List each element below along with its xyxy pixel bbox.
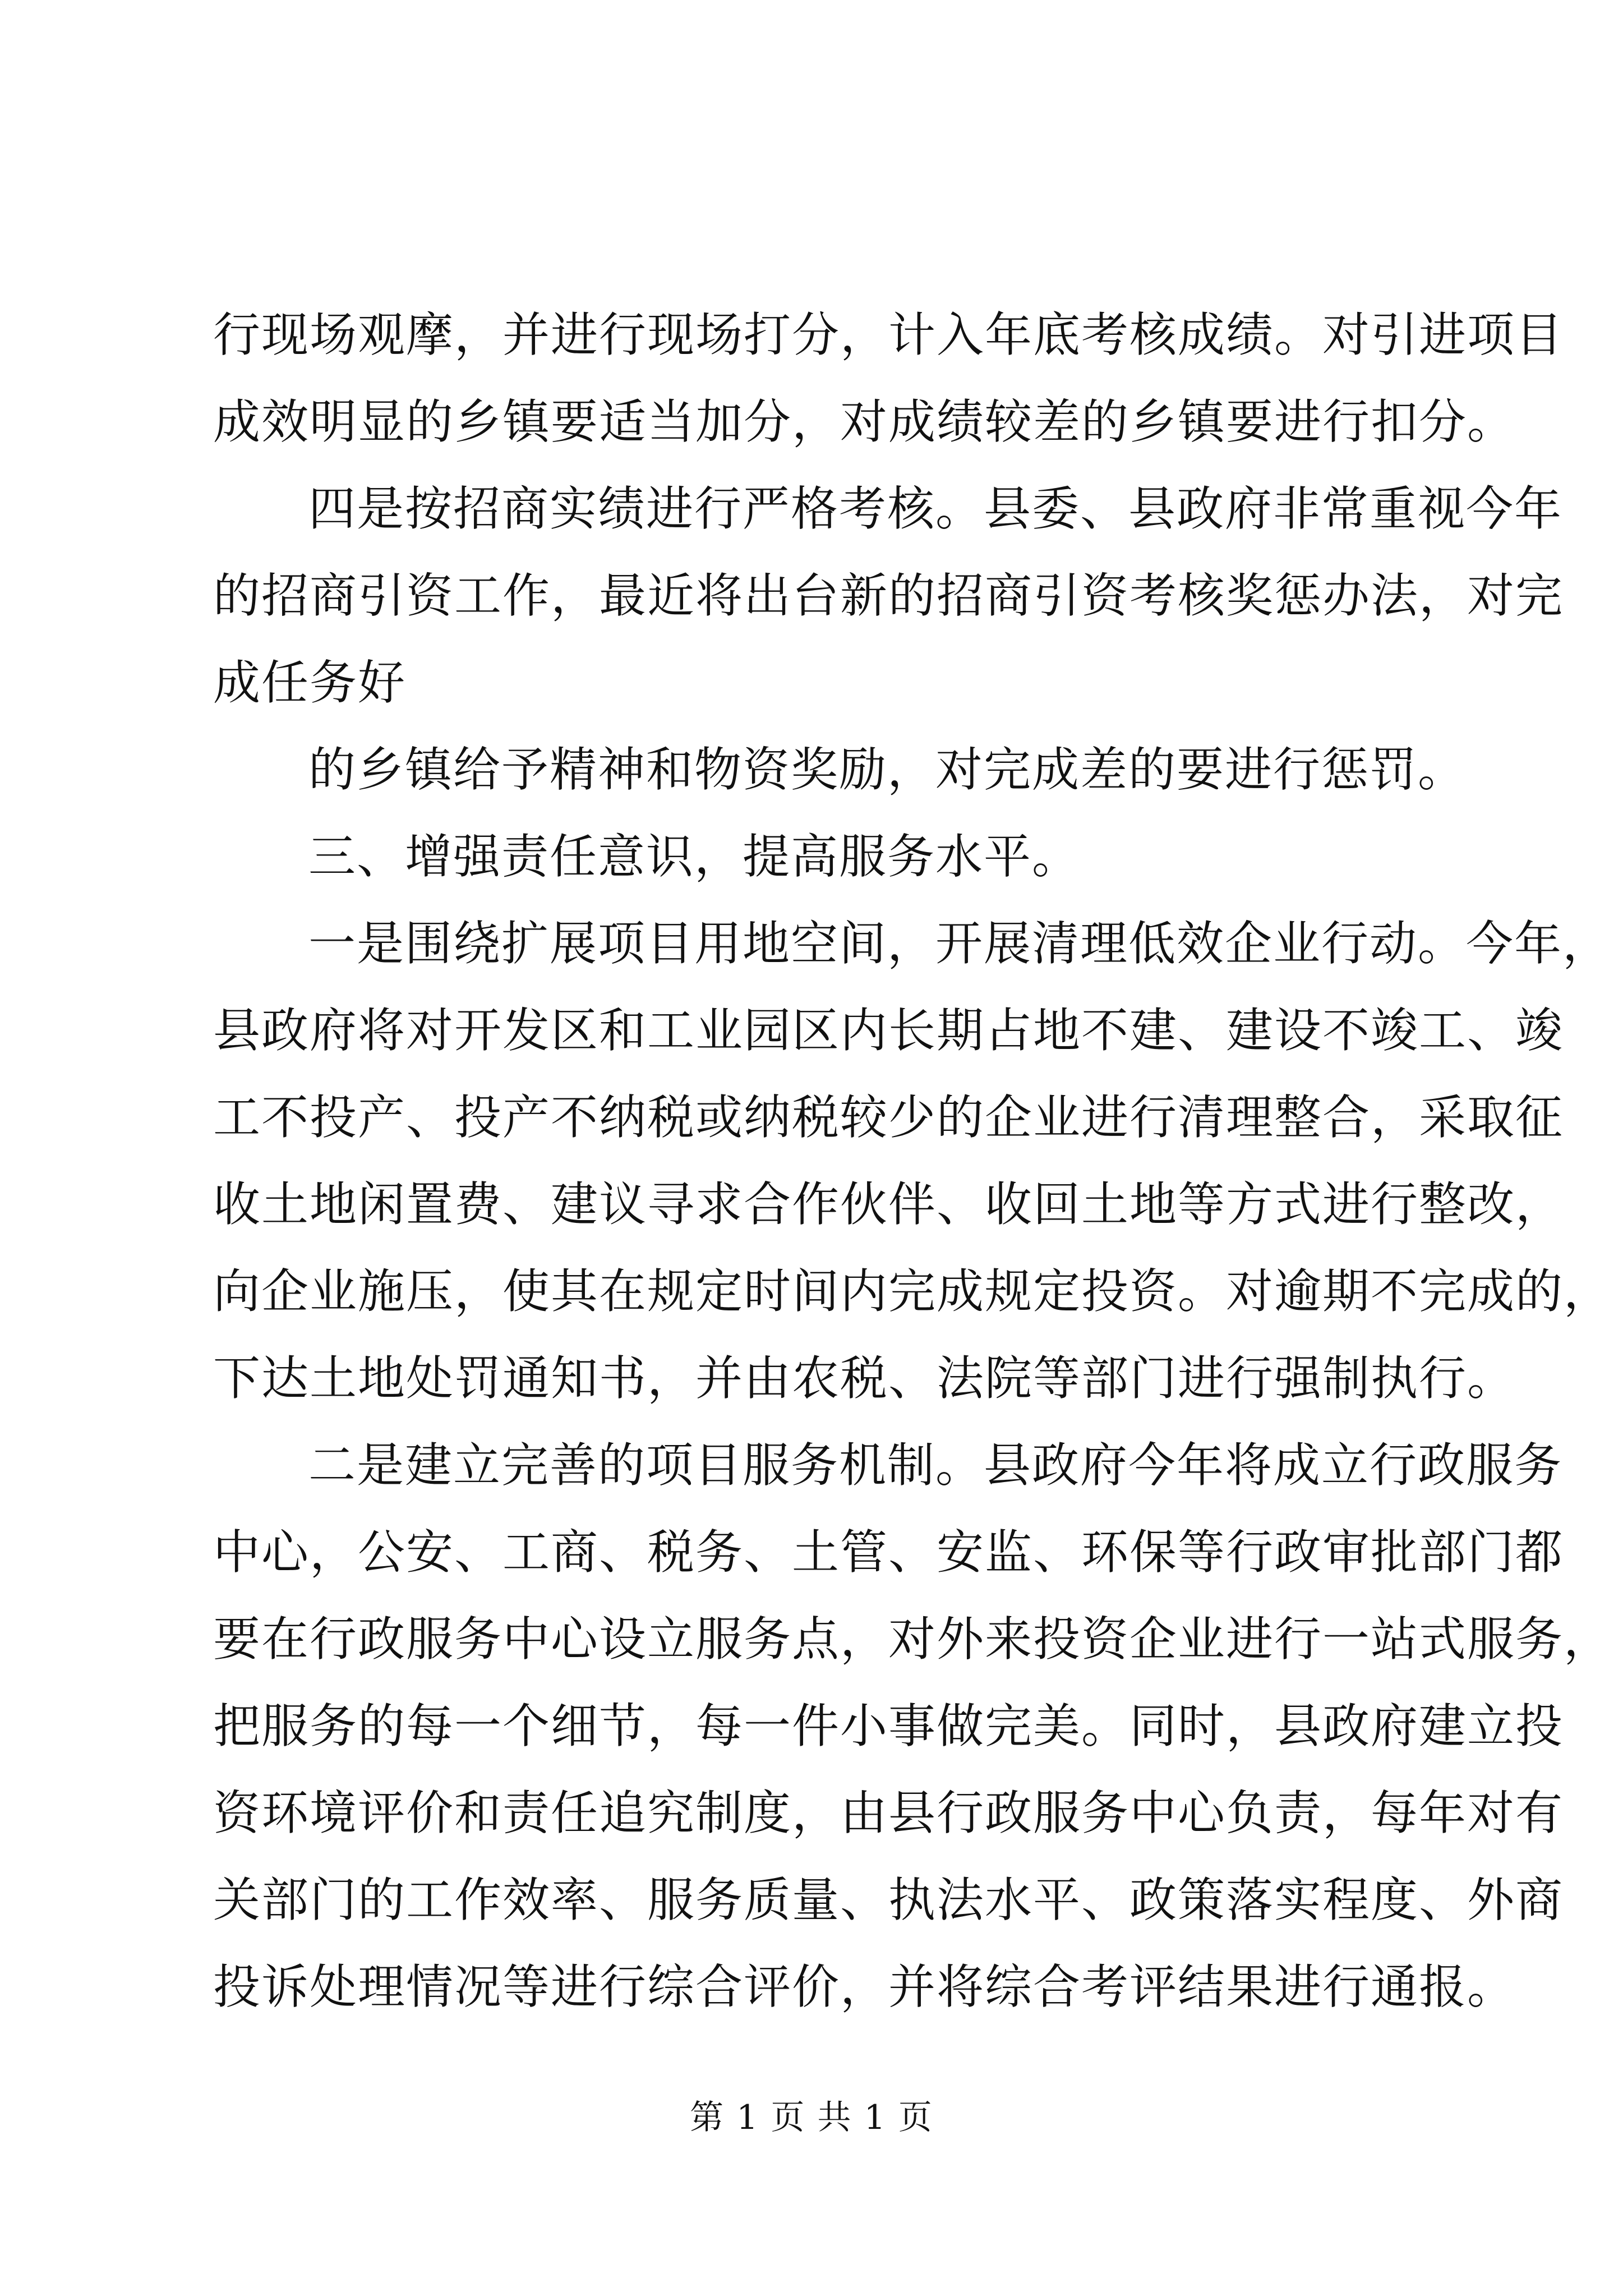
text-line: 向企业施压，使其在规定时间内完成规定投资。对逾期不完成的， [213,1264,1612,1319]
text-line: 二是建立完善的项目服务机制。县政府今年将成立行政服务 [308,1438,1563,1493]
page-footer: 第 1 页 共 1 页 [690,2098,933,2137]
text-line: 的招商引资工作，最近将出台新的招商引资考核奖惩办法，对完 [213,568,1564,623]
text-line: 投诉处理情况等进行综合评价，并将综合考评结果进行通报。 [213,1959,1516,2014]
text-line: 成任务好 [213,655,407,710]
document-body [213,292,1612,2031]
text-line: 一是围绕扩展项目用地空间，开展清理低效企业行动。今年， [308,916,1611,971]
text-line: 中心，公安、工商、税务、土管、安监、环保等行政审批部门都 [213,1525,1564,1580]
text-line: 县政府将对开发区和工业园区内长期占地不建、建设不竣工、竣 [213,1003,1564,1058]
text-line: 的乡镇给予精神和物资奖励，对完成差的要进行惩罚。 [308,742,1467,797]
text-line: 关部门的工作效率、服务质量、执法水平、政策落实程度、外商 [213,1872,1564,1927]
text-line: 把服务的每一个细节，每一件小事做完美。同时，县政府建立投 [213,1699,1564,1754]
text-line: 收土地闲置费、建议寻求合作伙伴、收回土地等方式进行整改， [213,1177,1564,1232]
text-line: 下达土地处罚通知书，并由农税、法院等部门进行强制执行。 [213,1351,1516,1406]
section-heading: 三、增强责任意识，提高服务水平。 [308,829,1081,884]
text-line: 工不投产、投产不纳税或纳税较少的企业进行清理整合，采取征 [213,1090,1564,1145]
text-line: 行现场观摩，并进行现场打分，计入年底考核成绩。对引进项目 [213,307,1564,362]
text-line: 要在行政服务中心设立服务点，对外来投资企业进行一站式服务， [213,1612,1612,1667]
text-line: 四是按招商实绩进行严格考核。县委、县政府非常重视今年 [308,481,1563,536]
text-line: 资环境评价和责任追究制度，由县行政服务中心负责，每年对有 [213,1786,1564,1841]
text-line: 成效明显的乡镇要适当加分，对成绩较差的乡镇要进行扣分。 [213,394,1516,449]
